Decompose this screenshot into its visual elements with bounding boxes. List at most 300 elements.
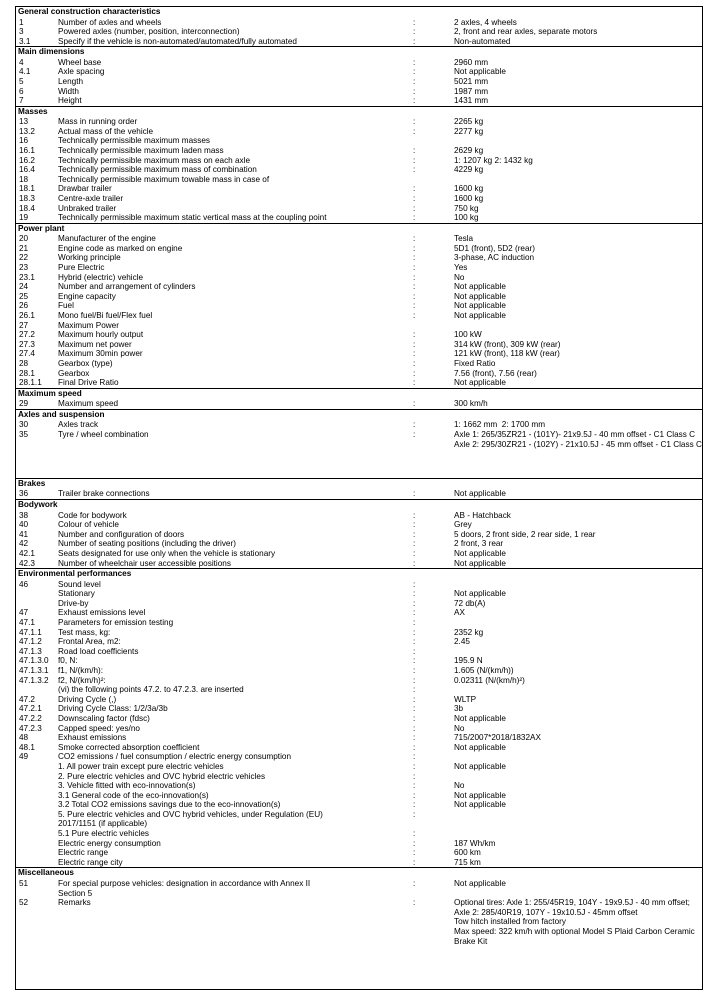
spec-row [16, 618, 702, 628]
spec-value: 715/2007*2018/1832AX [454, 733, 541, 743]
spec-number: 27.4 [19, 349, 35, 359]
spec-row [16, 58, 702, 68]
spec-label: f0, N: [58, 656, 78, 666]
spec-number: 47.1.3.2 [19, 675, 49, 685]
spec-value: 100 kg [454, 213, 479, 223]
spec-value: 750 kg [454, 203, 479, 213]
spec-label: CO2 emissions / fuel consumption / electric energy consumption [58, 752, 291, 762]
spec-number: 16 [19, 136, 29, 146]
section-title: Power plant [18, 223, 65, 233]
spec-separator: : [413, 878, 416, 888]
spec-value: Not applicable [454, 282, 506, 292]
spec-value: 121 kW (front), 118 kW (rear) [454, 349, 560, 359]
spec-row [16, 829, 702, 839]
spec-label: 5. Pure electric vehicles and OVC hybrid vehicles, under Regulation (EU) 2017/1151 (if applicable) [58, 809, 323, 829]
spec-separator: : [413, 76, 416, 86]
spec-separator: : [413, 165, 416, 175]
spec-value: 1: 1207 kg 2: 1432 kg [454, 155, 533, 165]
spec-number: 28.1.1 [19, 378, 42, 388]
spec-separator: : [413, 713, 416, 723]
spec-label: Exhaust emissions [58, 733, 127, 743]
spec-value: Not applicable [454, 378, 506, 388]
spec-label: Height [58, 96, 82, 106]
spec-separator: : [413, 194, 416, 203]
spec-label: Number and configuration of doors [58, 529, 185, 539]
spec-row [16, 800, 702, 810]
spec-separator: : [413, 339, 416, 349]
section [16, 7, 702, 47]
spec-number: 6 [19, 86, 24, 96]
spec-row [16, 301, 702, 311]
spec-row [16, 37, 702, 47]
spec-number: 46 [19, 579, 29, 589]
spec-number: 29 [19, 399, 29, 409]
spec-label: Trailer brake connections [58, 489, 150, 499]
spec-separator: : [413, 627, 416, 637]
section [16, 224, 702, 389]
spec-separator: : [413, 704, 416, 714]
spec-separator: : [413, 723, 416, 733]
spec-value: 600 km [454, 848, 481, 858]
spec-row [16, 234, 702, 244]
spec-row [16, 399, 702, 409]
spec-number: 51 [19, 878, 29, 888]
spec-number: 1 [19, 17, 24, 27]
spec-value: 314 kW (front), 309 kW (rear) [454, 339, 561, 349]
spec-separator: : [413, 36, 416, 46]
spec-label: Working principle [58, 253, 121, 263]
spec-row [16, 273, 702, 283]
spec-label: Code for bodywork [58, 510, 127, 520]
spec-separator: : [413, 399, 416, 409]
spec-row [16, 282, 702, 292]
spec-row [16, 724, 702, 734]
spec-value: Grey [454, 520, 472, 530]
spec-row [16, 204, 702, 214]
spec-label: Remarks [58, 898, 91, 908]
spec-value: Not applicable [454, 67, 506, 77]
spec-separator: : [413, 800, 416, 810]
spec-label: Driving Cycle Class: 1/2/3a/3b [58, 704, 168, 714]
spec-value: 72 db(A) [454, 598, 486, 608]
spec-value: No [454, 723, 465, 733]
spec-separator: : [413, 263, 416, 273]
spec-label: Width [58, 86, 79, 96]
spec-label: Final Drive Ratio [58, 378, 119, 388]
spec-value: Not applicable [454, 742, 506, 752]
spec-separator: : [413, 579, 416, 589]
spec-row [16, 608, 702, 618]
spec-row [16, 127, 702, 137]
spec-separator: : [413, 752, 416, 762]
spec-separator: : [413, 848, 416, 858]
spec-separator: : [413, 126, 416, 136]
spec-value: Yes [454, 263, 468, 273]
spec-value: AB - Hatchback [454, 510, 511, 520]
spec-row [16, 752, 702, 762]
spec-separator: : [413, 301, 416, 311]
spec-number: 47.1 [19, 618, 35, 627]
spec-number: 49 [19, 752, 29, 762]
section [16, 107, 702, 224]
spec-row [16, 430, 702, 478]
spec-value: 1600 kg [454, 194, 484, 203]
spec-number: 4 [19, 57, 24, 67]
spec-number: 41 [19, 529, 29, 539]
spec-number: 27 [19, 320, 29, 330]
spec-number: 4.1 [19, 67, 31, 77]
spec-value: 195.9 N [454, 656, 483, 666]
spec-number: 47.1.3 [19, 646, 42, 656]
spec-row [16, 420, 702, 430]
spec-label: Maximum hourly output [58, 330, 144, 340]
spec-row [16, 292, 702, 302]
spec-separator: : [413, 733, 416, 743]
spec-value: 2960 mm [454, 57, 489, 67]
spec-separator: : [413, 203, 416, 213]
spec-row [16, 165, 702, 175]
spec-number: 26.1 [19, 311, 35, 321]
section-title: Masses [18, 106, 48, 116]
section-title: Maximum speed [18, 388, 82, 398]
spec-row [16, 263, 702, 273]
spec-number: 42 [19, 539, 29, 549]
spec-label: Mass in running order [58, 117, 138, 127]
section-title: Environmental performances [18, 569, 132, 579]
spec-value: Not applicable [454, 301, 506, 311]
spec-separator: : [413, 781, 416, 791]
spec-separator: : [413, 117, 416, 127]
spec-separator: : [413, 829, 416, 839]
spec-value: 2, front and rear axles, separate motors [454, 27, 598, 37]
spec-row [16, 848, 702, 858]
spec-value: 2.45 [454, 637, 470, 647]
spec-separator: : [413, 898, 416, 908]
spec-number: 28 [19, 359, 29, 368]
spec-row [16, 489, 702, 499]
spec-separator: : [413, 17, 416, 27]
spec-label: Mono fuel/Bi fuel/Flex fuel [58, 311, 153, 321]
spec-value: 2277 kg [454, 126, 484, 136]
spec-number: 19 [19, 213, 29, 223]
spec-label: Manufacturer of the engine [58, 234, 156, 244]
spec-separator: : [413, 184, 416, 194]
spec-number: 5 [19, 76, 24, 86]
spec-value: Not applicable [454, 558, 506, 568]
spec-separator: : [413, 694, 416, 704]
spec-label: For special purpose vehicles: designation in accordance with Annex II Section 5 [58, 878, 311, 898]
spec-separator: : [413, 809, 416, 819]
spec-separator: : [413, 790, 416, 800]
spec-row [16, 628, 702, 638]
spec-number: 16.1 [19, 146, 35, 156]
spec-value: Fixed Ratio [454, 359, 496, 368]
spec-label: Gearbox [58, 368, 90, 378]
spec-number: 47.1.1 [19, 627, 42, 637]
spec-separator: : [413, 368, 416, 378]
spec-value: 5 doors, 2 front side, 2 rear side, 1 rear [454, 529, 596, 539]
spec-separator: : [413, 213, 416, 223]
spec-separator: : [413, 378, 416, 388]
spec-separator: : [413, 253, 416, 263]
spec-number: 40 [19, 520, 29, 530]
spec-number: 3 [19, 27, 24, 37]
spec-row [16, 839, 702, 849]
spec-row [16, 359, 702, 369]
spec-row [16, 117, 702, 127]
spec-label: Parameters for emission testing [58, 618, 174, 627]
spec-label: 1. All power train except pure electric vehicles [58, 761, 224, 771]
spec-row [16, 685, 702, 695]
spec-row [16, 676, 702, 686]
spec-separator: : [413, 510, 416, 520]
spec-separator: : [413, 349, 416, 359]
spec-row [16, 136, 702, 146]
spec-value: Not applicable [454, 489, 506, 499]
spec-row [16, 369, 702, 379]
spec-label: Centre-axle trailer [58, 194, 124, 203]
spec-row [16, 184, 702, 194]
spec-label: Actual mass of the vehicle [58, 126, 154, 136]
spec-value: Not applicable [454, 311, 506, 321]
spec-value: 2 axles, 4 wheels [454, 17, 517, 27]
spec-label: Drive-by [58, 598, 89, 608]
spec-separator: : [413, 57, 416, 67]
spec-value: WLTP [454, 694, 477, 704]
spec-row [16, 559, 702, 569]
spec-label: Electric energy consumption [58, 838, 161, 848]
spec-number: 47.2.1 [19, 704, 42, 714]
spec-row [16, 695, 702, 705]
section-title: Bodywork [18, 500, 58, 510]
spec-separator: : [413, 330, 416, 340]
spec-value: 7.56 (front), 7.56 (rear) [454, 368, 537, 378]
spec-label: Technically permissible maximum static vertical mass at the coupling point [58, 213, 327, 223]
spec-separator: : [413, 155, 416, 165]
spec-value: 5021 mm [454, 76, 489, 86]
spec-row [16, 810, 702, 829]
spec-number: 28.1 [19, 368, 35, 378]
spec-separator: : [413, 761, 416, 771]
spec-label: Maximum speed [58, 399, 119, 409]
spec-separator: : [413, 646, 416, 656]
spec-row [16, 330, 702, 340]
spec-number: 42.1 [19, 548, 35, 558]
spec-number: 48 [19, 733, 29, 743]
spec-label: Electric range [58, 848, 109, 858]
spec-separator: : [413, 548, 416, 558]
spec-label: Hybrid (electric) vehicle [58, 272, 144, 282]
spec-number: 18.4 [19, 203, 35, 213]
spec-row [16, 637, 702, 647]
spec-separator: : [413, 637, 416, 647]
spec-row [16, 589, 702, 599]
spec-row [16, 27, 702, 37]
spec-row [16, 898, 702, 956]
spec-label: Technically permissible maximum laden mass [58, 146, 224, 156]
spec-label: Length [58, 76, 84, 86]
spec-label: Technically permissible maximum towable mass in case of [58, 174, 270, 184]
spec-value: 1987 mm [454, 86, 489, 96]
section-title: Main dimensions [18, 47, 85, 57]
spec-row [16, 599, 702, 609]
spec-row [16, 96, 702, 106]
spec-separator: : [413, 291, 416, 301]
spec-row [16, 194, 702, 204]
spec-label: Technically permissible maximum mass on each axle [58, 155, 251, 165]
spec-number: 36 [19, 489, 29, 499]
spec-row [16, 244, 702, 254]
spec-value: Optional tires: Axle 1: 255/45R19, 104Y - 19x9.5J - 40 mm offset; Axle 2: 285/40R19, 107Y - 19x10.5J - 45mm offset Tow hitch installed from factory Max speed: 322 km/h with optional Model S Plaid Carbon Ceramic Brake Kit [454, 898, 695, 946]
spec-label: f1, N/(km/h): [58, 665, 104, 675]
spec-number: 48.1 [19, 742, 35, 752]
spec-label: Specify if the vehicle is non-automated/automated/fully automated [58, 36, 297, 46]
spec-number: 18.3 [19, 194, 35, 203]
spec-row [16, 656, 702, 666]
spec-separator: : [413, 359, 416, 368]
spec-label: Maximum Power [58, 320, 119, 330]
spec-value: Not applicable [454, 589, 506, 599]
spec-row [16, 580, 702, 590]
spec-label: Capped speed: yes/no [58, 723, 140, 733]
spec-label: 5.1 Pure electric vehicles [58, 829, 150, 839]
spec-label: Engine code as marked on engine [58, 243, 183, 253]
spec-number: 47 [19, 608, 29, 618]
spec-row [16, 714, 702, 724]
spec-separator: : [413, 27, 416, 37]
spec-number: 25 [19, 291, 29, 301]
spec-value: Not applicable [454, 878, 506, 888]
spec-number: 52 [19, 898, 29, 908]
spec-row [16, 539, 702, 549]
spec-separator: : [413, 857, 416, 867]
spec-number: 24 [19, 282, 29, 292]
section [16, 389, 702, 410]
spec-number: 42.3 [19, 558, 35, 568]
spec-separator: : [413, 608, 416, 618]
spec-row [16, 175, 702, 185]
spec-separator: : [413, 685, 416, 695]
spec-number: 27.2 [19, 330, 35, 340]
spec-value: Tesla [454, 234, 474, 244]
spec-label: Maximum 30min power [58, 349, 143, 359]
spec-separator: : [413, 675, 416, 685]
spec-row [16, 349, 702, 359]
spec-value: 1600 kg [454, 184, 484, 194]
spec-number: 13.2 [19, 126, 35, 136]
section-title: Brakes [18, 478, 46, 488]
spec-separator: : [413, 529, 416, 539]
spec-label: Fuel [58, 301, 74, 311]
spec-label: Seats designated for use only when the vehicle is stationary [58, 548, 276, 558]
spec-number: 20 [19, 234, 29, 244]
spec-label: Technically permissible maximum mass of combination [58, 165, 257, 175]
spec-separator: : [413, 838, 416, 848]
spec-value: Non-automated [454, 36, 511, 46]
spec-number: 38 [19, 510, 29, 520]
spec-separator: : [413, 771, 416, 781]
spec-label: Drawbar trailer [58, 184, 112, 194]
section [16, 868, 702, 955]
spec-separator: : [413, 243, 416, 253]
spec-label: Maximum net power [58, 339, 132, 349]
spec-separator: : [413, 311, 416, 321]
spec-row [16, 77, 702, 87]
spec-value: 1: 1662 mm 2: 1700 mm [454, 420, 546, 430]
spec-label: Gearbox (type) [58, 359, 113, 368]
spec-value: Not applicable [454, 790, 506, 800]
spec-separator: : [413, 558, 416, 568]
spec-row [16, 18, 702, 28]
spec-label: Axle spacing [58, 67, 105, 77]
spec-row [16, 743, 702, 753]
spec-number: 18.1 [19, 184, 35, 194]
spec-label: Tyre / wheel combination [58, 429, 149, 439]
spec-number: 3.1 [19, 36, 31, 46]
section [16, 47, 702, 106]
spec-separator: : [413, 86, 416, 96]
spec-row [16, 146, 702, 156]
spec-label: 2. Pure electric vehicles and OVC hybrid electric vehicles [58, 771, 266, 781]
spec-value: Not applicable [454, 761, 506, 771]
spec-value: 1431 mm [454, 96, 489, 106]
spec-row [16, 647, 702, 657]
spec-label: f2, N/(km/h)²: [58, 675, 106, 685]
spec-value: Not applicable [454, 291, 506, 301]
spec-separator: : [413, 618, 416, 627]
spec-separator: : [413, 96, 416, 106]
spec-number: 26 [19, 301, 29, 311]
spec-label: Wheel base [58, 57, 102, 67]
spec-label: 3.2 Total CO2 emissions savings due to the eco-innovation(s) [58, 800, 281, 810]
spec-label: Powered axles (number, position, interconnection) [58, 27, 240, 37]
spec-label: Electric range city [58, 857, 123, 867]
spec-separator: : [413, 742, 416, 752]
spec-number: 22 [19, 253, 29, 263]
spec-number: 16.4 [19, 165, 35, 175]
spec-row [16, 321, 702, 331]
spec-number: 30 [19, 420, 29, 430]
spec-row [16, 704, 702, 714]
spec-number: 7 [19, 96, 24, 106]
spec-row [16, 340, 702, 350]
spec-number: 47.1.3.1 [19, 665, 49, 675]
spec-number: 47.2.2 [19, 713, 42, 723]
spec-value: 2629 kg [454, 146, 484, 156]
spec-label: Number of axles and wheels [58, 17, 162, 27]
spec-value: No [454, 272, 465, 282]
spec-label: 3.1 General code of the eco-innovation(s) [58, 790, 209, 800]
spec-value: 2 front, 3 rear [454, 539, 504, 549]
spec-value: 100 kW [454, 330, 482, 340]
spec-value: 187 Wh/km [454, 838, 496, 848]
spec-number: 47.2 [19, 694, 35, 704]
spec-label: Frontal Area, m2: [58, 637, 121, 647]
spec-row [16, 879, 702, 898]
spec-label: Number of wheelchair user accessible positions [58, 558, 231, 568]
spec-number: 13 [19, 117, 29, 127]
spec-label: Sound level [58, 579, 101, 589]
spec-row [16, 733, 702, 743]
spec-value: Axle 1: 265/35ZR21 - (101Y)- 21x9.5J - 40 mm offset - C1 Class C Axle 2: 295/30ZR21 - (102Y) - 21x10.5J - 45 mm offset - C1 Class C [454, 429, 702, 449]
spec-label: Smoke corrected absorption coefficient [58, 742, 200, 752]
spec-separator: : [413, 420, 416, 430]
spec-separator: : [413, 589, 416, 599]
section-title: Axles and suspension [18, 409, 105, 419]
spec-number: 23 [19, 263, 29, 273]
spec-value: 1.605 (N/(km/h)) [454, 665, 514, 675]
spec-number: 21 [19, 243, 29, 253]
